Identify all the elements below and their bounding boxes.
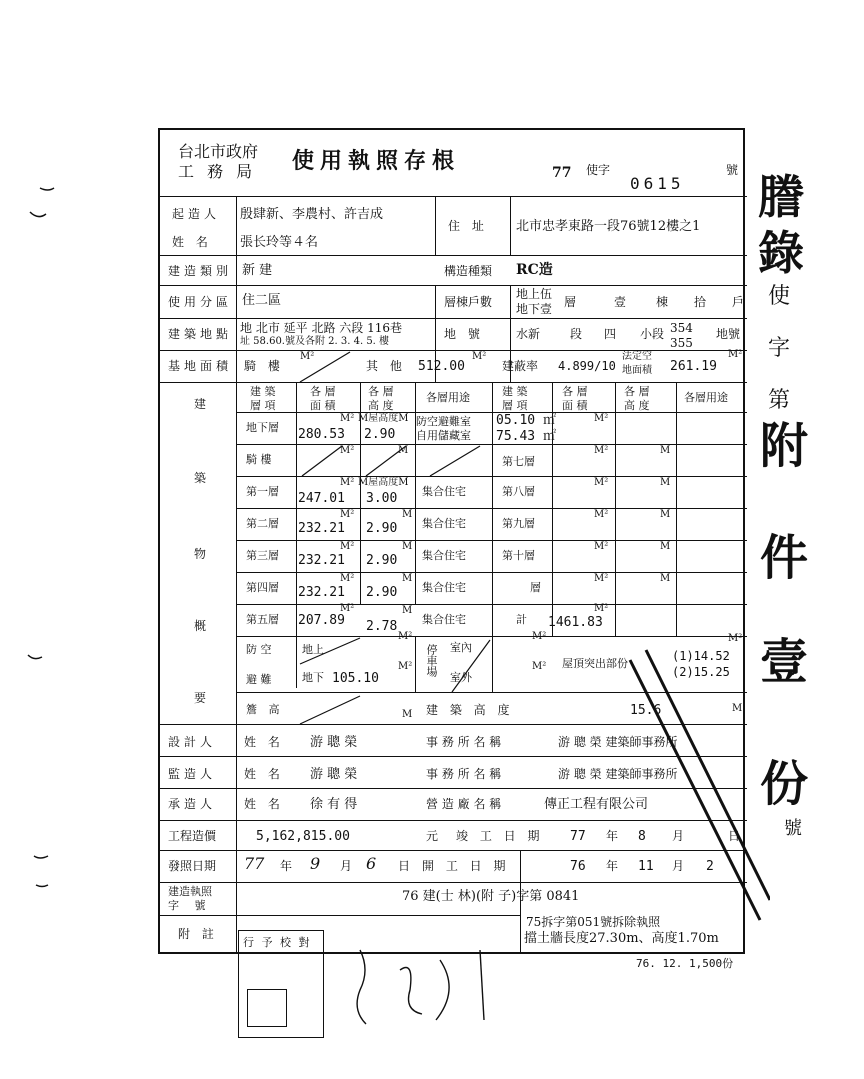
lot-number: 四 [604, 327, 617, 341]
year-prefix: 77 [552, 165, 572, 181]
company-name: 傳正工程有限公司 [544, 797, 649, 812]
applicant-names-2: 張长玲等４名 [240, 235, 319, 250]
seal-mark [247, 989, 287, 1027]
roof-1: (1)14.52 [672, 649, 730, 663]
address-label: 住 址 [448, 219, 488, 233]
total-label: 計 [516, 613, 527, 626]
unit-m-alt: M屋高度M [358, 477, 409, 488]
unit-m2: M² [594, 413, 609, 424]
arcade-label: 騎 樓 [244, 359, 284, 373]
hdr-area-a-2: 各 層 [562, 385, 588, 398]
right-floor-name: 層 [530, 581, 541, 594]
floor-height: 2.90 [366, 553, 398, 568]
legal-label-1: 法定空 [622, 351, 652, 362]
floor-area: 280.53 [298, 427, 345, 442]
applicant-names-1: 殷肆新、李農村、許吉成 [240, 207, 384, 222]
year-label: 年 [606, 829, 619, 843]
floor-name: 第四層 [246, 581, 279, 594]
unit-m2: M² [398, 661, 413, 672]
month-label: 月 [340, 859, 353, 873]
designer-office: 游 聰 榮 建築師事務所 [558, 735, 678, 749]
issue-year: 77 [244, 854, 265, 873]
unit-m: M [732, 703, 743, 714]
day-label: 日 [728, 829, 741, 843]
floor-area: 232.21 [298, 521, 345, 536]
parking-indoor: 室內 [450, 641, 472, 654]
parking-label: 停車場 [425, 644, 438, 677]
building-height: 15.6 [630, 703, 662, 718]
side-stamp-char: 壹 [760, 634, 809, 690]
unit-m2: M² [594, 573, 609, 584]
basement-area-a: 05.10 ㎡ [496, 413, 556, 428]
unit-m2: M² [340, 509, 355, 520]
unit-m: M [402, 605, 413, 616]
start-day: 2 [706, 859, 714, 874]
roof-label: 屋頂突出部份 [562, 657, 628, 670]
lot-a: 354 [670, 321, 693, 335]
form-title: 使用執照存根 [292, 148, 461, 174]
unit-m2: M² [340, 413, 355, 424]
site-area-label: 基地面積 [168, 359, 233, 373]
unit-m2: M² [728, 633, 743, 644]
applicant-name-label: 姓 名 [172, 235, 212, 249]
floors-label: 層棟戶數 [444, 295, 493, 309]
lot-label: 地 號 [444, 327, 484, 341]
floor-area: 232.21 [298, 585, 345, 600]
unit-m2: M² [594, 603, 609, 614]
floor-height: 2.90 [364, 427, 396, 442]
margin-marks [0, 0, 70, 1079]
side-stamp-char: 第 [768, 388, 791, 413]
lot-seg: 段 [570, 327, 583, 341]
other-unit: M² [472, 351, 487, 362]
lot-b: 355 [670, 336, 693, 350]
evacuation-label: 避 難 [246, 673, 272, 686]
company-label: 營 造 廠 名 稱 [426, 797, 502, 811]
permit-type: 使字 [586, 163, 611, 177]
supervisor-office: 游 聰 榮 建築師事務所 [558, 767, 678, 781]
finish-year: 77 [570, 829, 586, 844]
zoning-label: 使用分區 [168, 295, 233, 309]
right-floor-name: 第七層 [502, 455, 535, 468]
floor-use: 集合住宅 [422, 549, 466, 562]
unit-m: M [660, 509, 671, 520]
unit-m2: M² [340, 445, 355, 456]
right-floor-name: 第八層 [502, 485, 535, 498]
applicant-label: 起造人 [172, 207, 221, 221]
side-label-1: 建 [194, 397, 207, 411]
floors-layer: 層 [564, 295, 577, 309]
unit-m2: M² [340, 541, 355, 552]
hdr-floor-a-2: 建 築 [502, 385, 528, 398]
unit-m2: M² [594, 477, 609, 488]
side-stamp-char: 字 [768, 336, 791, 361]
shelter-below-area: 105.10 [332, 671, 379, 686]
gov-name: 台北市政府 [178, 142, 259, 161]
floor-use: 集合住宅 [422, 613, 466, 626]
unit-m: M [402, 709, 413, 720]
side-stamp-char: 謄 [758, 170, 804, 224]
unit-m: M [402, 573, 413, 584]
hdr-height-b-2: 高 度 [624, 399, 650, 412]
structure-type: RC造 [516, 262, 553, 278]
site-address-1: 地 北市 延平 北路 六段 116巷 [240, 321, 402, 335]
floor-name: 第五層 [246, 613, 279, 626]
building-type-label: 建造類別 [168, 264, 233, 278]
hdr-area-b-2: 面 積 [562, 399, 588, 412]
legal-area: 261.19 [670, 359, 717, 374]
issue-day: 6 [366, 854, 377, 873]
side-label-4: 概 [194, 619, 207, 633]
side-label-5: 要 [194, 691, 207, 705]
right-floor-name: 第九層 [502, 517, 535, 530]
start-year: 76 [570, 859, 586, 874]
unit-m2: M² [340, 603, 355, 614]
hdr-height-b: 高 度 [368, 399, 394, 412]
lot-small: 小段 [640, 327, 665, 341]
shelter-below: 地下 [302, 671, 324, 684]
site-address-2: 址 58.60.號及各附 2. 3. 4. 5. 樓 [240, 336, 390, 347]
designer-office-label: 事 務 所 名 稱 [426, 735, 502, 749]
floors-below: 地下壹 [516, 302, 553, 316]
floor-name: 地下層 [246, 421, 279, 434]
coverage-label: 建蔽率 [502, 359, 539, 373]
hdr-height-a-2: 各 層 [624, 385, 650, 398]
number-suffix: 號 [726, 163, 739, 177]
hdr-use-2: 各層用途 [684, 391, 728, 404]
legal-unit: M² [728, 349, 743, 360]
floor-area: 247.01 [298, 491, 345, 506]
unit-m: M [660, 445, 671, 456]
floor-name: 第一層 [246, 485, 279, 498]
unit-m: M [660, 477, 671, 488]
eaves-label: 簷 高 [246, 703, 284, 716]
contractor-label: 承造人 [168, 797, 217, 811]
hdr-height-a: 各 層 [368, 385, 394, 398]
floor-name: 第三層 [246, 549, 279, 562]
unit-m2: M² [532, 661, 547, 672]
unit-m2: M² [532, 631, 547, 642]
unit-m2: M² [594, 509, 609, 520]
permit-number: 0615 [630, 174, 685, 193]
hdr-area-b: 面 積 [310, 399, 336, 412]
side-stamp-char: 份 [760, 756, 809, 812]
start-month: 11 [638, 859, 654, 874]
cost-unit: 元 [426, 829, 439, 843]
cost-label: 工程造價 [168, 829, 217, 843]
permit-label-1: 建造執照 [168, 885, 212, 898]
unit-m: M [660, 541, 671, 552]
hdr-use: 各層用途 [426, 391, 470, 404]
floor-height: 2.90 [366, 521, 398, 536]
side-stamp-char: 使 [768, 284, 791, 309]
diagonal-stamp-band [620, 640, 770, 930]
hdr-floor-a: 建 築 [250, 385, 276, 398]
unit-m: M [402, 509, 413, 520]
floors-above: 地上伍 [516, 287, 553, 301]
other-area: 512.00 [418, 359, 465, 374]
parking-outdoor: 室外 [450, 671, 472, 684]
side-stamp-char: 附 [760, 418, 809, 474]
unit-m2: M² [594, 541, 609, 552]
bureau-name: 工 務 局 [178, 162, 257, 181]
note-line-2: 擋土牆長度27.30m、高度1.70m [524, 931, 719, 946]
floor-height: 2.78 [366, 619, 398, 634]
households-label: 戶 [732, 295, 745, 309]
year-label: 年 [606, 859, 619, 873]
lot-suffix: 地號 [716, 327, 741, 341]
floor-use: 集合住宅 [422, 517, 466, 530]
unit-m2: M² [398, 631, 413, 642]
unit-m-alt: M屋高度M [358, 413, 409, 424]
households-count: 拾 [694, 295, 707, 309]
permit-value: 76 建(士 林)(附 子)字第 0841 [402, 889, 580, 904]
floor-use: 集合住宅 [422, 581, 466, 594]
floor-area: 207.89 [298, 613, 345, 628]
coverage-ratio: 4.899/10 [558, 359, 616, 373]
units-label: 棟 [656, 295, 669, 309]
floor-use-1: 防空避難室 [416, 415, 471, 428]
side-stamp [754, 168, 854, 868]
cost-value: 5,162,815.00 [256, 829, 350, 844]
permit-label-2: 字 號 [168, 899, 212, 912]
roof-2: (2)15.25 [672, 665, 730, 679]
floor-height: 3.00 [366, 491, 398, 506]
note-label: 附 註 [178, 927, 218, 941]
unit-m2: M² [594, 445, 609, 456]
note-line-1: 75拆字第051號拆除執照 [526, 915, 661, 929]
unit-m: M [402, 541, 413, 552]
review-stamp-text: 行 予 校 對 [243, 936, 312, 949]
month-label: 月 [672, 859, 685, 873]
units-count: 壹 [614, 295, 627, 309]
contractor-name: 徐 有 得 [310, 797, 358, 812]
site-label: 建築地點 [168, 327, 233, 341]
floor-height: 2.90 [366, 585, 398, 600]
side-stamp-char: 號 [784, 818, 802, 839]
supervisor-label: 監造人 [168, 767, 217, 781]
shelter-label: 防 空 [246, 643, 272, 656]
issue-label: 發照日期 [168, 859, 217, 873]
floor-use: 集合住宅 [422, 485, 466, 498]
unit-m: M [660, 573, 671, 584]
designer-label: 設計人 [168, 735, 217, 749]
print-footer: 76. 12. 1,500份 [636, 957, 734, 970]
year-label: 年 [280, 859, 293, 873]
floor-use-2: 自用儲藏室 [416, 429, 471, 442]
finish-label: 竣 工 日 期 [456, 829, 544, 843]
designer-name: 游 聰 榮 [310, 735, 358, 750]
day-label: 日 [398, 859, 411, 873]
designer-name-label: 姓 名 [244, 735, 284, 749]
floor-area: 232.21 [298, 553, 345, 568]
unit-m2: M² [340, 573, 355, 584]
side-label-2: 築 [194, 471, 207, 485]
shelter-above: 地上 [302, 643, 324, 656]
unit-m: M [398, 445, 409, 456]
hdr-area-a: 各 層 [310, 385, 336, 398]
floor-name: 第二層 [246, 517, 279, 530]
unit-m2: M² [340, 477, 355, 488]
right-floor-name: 第十層 [502, 549, 535, 562]
zoning-value: 住二區 [242, 293, 282, 308]
other-label: 其 他 [366, 359, 406, 373]
side-label-3: 物 [194, 547, 207, 561]
hdr-floor-b-2: 層 項 [502, 399, 528, 412]
building-height-label: 建 築 高 度 [426, 703, 514, 717]
structure-label: 構造種類 [444, 264, 493, 278]
building-type: 新 建 [242, 263, 273, 278]
issue-month: 9 [310, 854, 321, 873]
finish-month: 8 [638, 829, 646, 844]
start-label: 開 工 日 期 [422, 859, 510, 873]
hdr-floor-b: 層 項 [250, 399, 276, 412]
supervisor-name: 游 聰 榮 [310, 767, 358, 782]
lot-district: 水新 [516, 327, 541, 341]
legal-label-2: 地面積 [622, 365, 652, 376]
applicant-address: 北市忠孝東路一段76號12樓之1 [516, 219, 701, 234]
contractor-name-label: 姓 名 [244, 797, 284, 811]
total-area: 1461.83 [548, 615, 603, 630]
side-stamp-char: 錄 [758, 226, 804, 280]
arcade-unit: M² [300, 351, 315, 362]
month-label: 月 [672, 829, 685, 843]
review-stamp [238, 930, 324, 1038]
supervisor-office-label: 事 務 所 名 稱 [426, 767, 502, 781]
basement-area-b: 75.43 ㎡ [496, 429, 556, 444]
signature-marks [340, 930, 520, 1040]
floor-name: 騎 樓 [246, 453, 272, 466]
supervisor-name-label: 姓 名 [244, 767, 284, 781]
side-stamp-char: 件 [760, 530, 809, 586]
